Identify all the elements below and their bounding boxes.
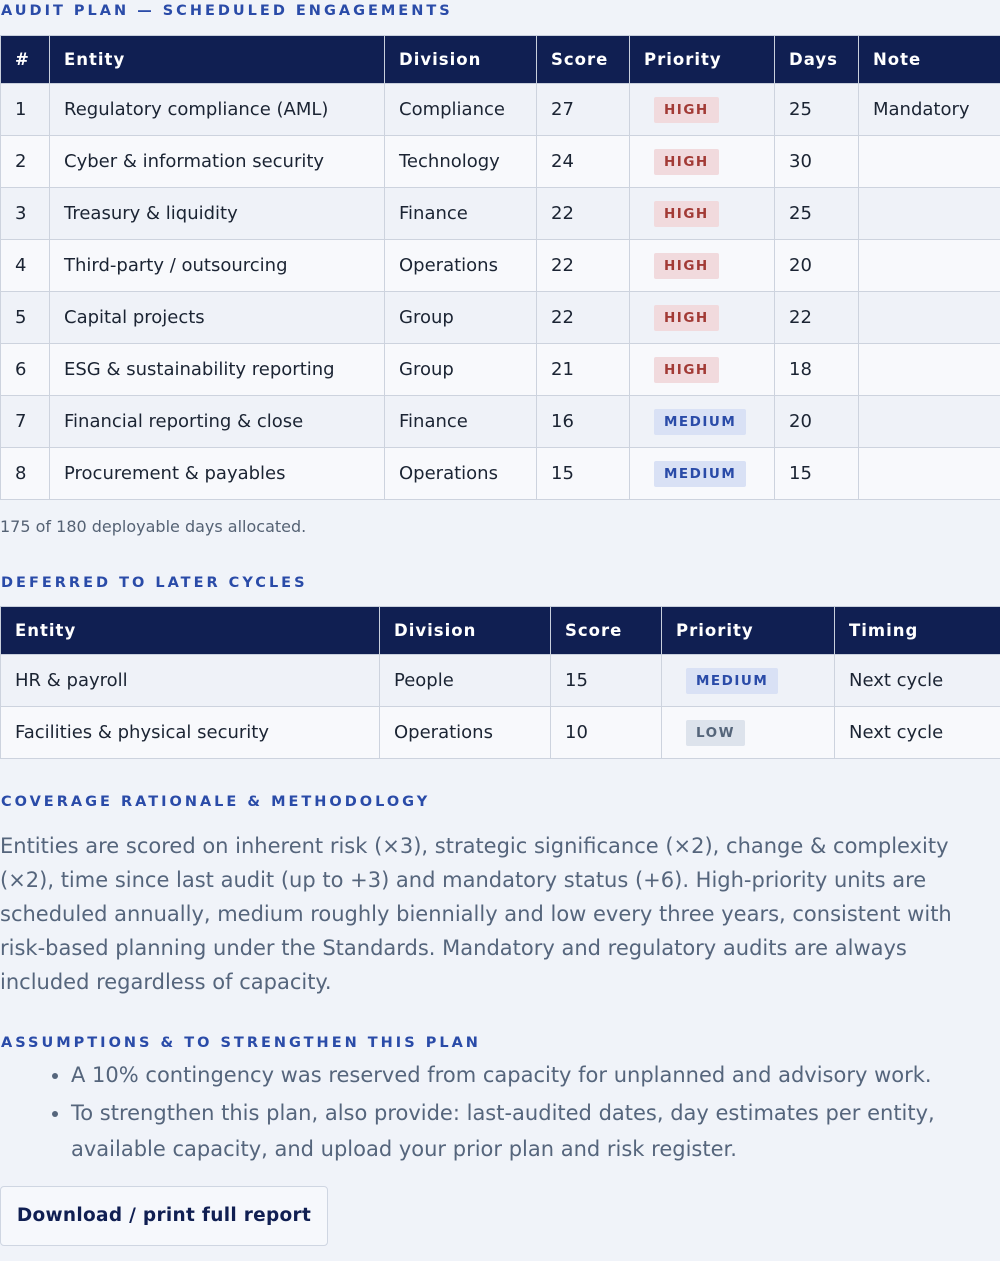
col-header-priority: Priority	[662, 607, 835, 655]
deferred-header-row	[1, 607, 1000, 655]
table-row	[1, 188, 1000, 240]
col-header-score: Score	[551, 607, 662, 655]
priority-cell	[662, 655, 835, 707]
entity-cell: Cyber & information security	[50, 136, 385, 188]
priority-cell	[630, 292, 775, 344]
score-cell: 27	[537, 84, 630, 136]
division-cell: Group	[385, 292, 537, 344]
row-number: 8	[1, 448, 50, 500]
days-cell: 20	[775, 396, 859, 448]
division-cell: Group	[385, 344, 537, 396]
priority-badge: MEDIUM	[654, 409, 746, 435]
row-number: 3	[1, 188, 50, 240]
priority-cell	[630, 240, 775, 292]
assumptions-heading: ASSUMPTIONS & TO STRENGTHEN THIS PLAN	[1, 1035, 481, 1051]
note-cell: Mandatory	[859, 84, 1000, 136]
col-header-priority: Priority	[630, 36, 775, 84]
days-cell: 30	[775, 136, 859, 188]
entity-cell: Third-party / outsourcing	[50, 240, 385, 292]
note-cell	[859, 448, 1000, 500]
col-header-timing: Timing	[835, 607, 1000, 655]
days-cell: 22	[775, 292, 859, 344]
note-cell	[859, 292, 1000, 344]
entity-cell: Procurement & payables	[50, 448, 385, 500]
priority-cell	[630, 344, 775, 396]
timing-cell: Next cycle	[835, 707, 1000, 759]
note-cell	[859, 136, 1000, 188]
table-row	[1, 655, 1000, 707]
plan-rows	[1, 84, 1000, 500]
row-number: 4	[1, 240, 50, 292]
deferred-heading: DEFERRED TO LATER CYCLES	[1, 575, 308, 591]
priority-cell	[662, 707, 835, 759]
priority-badge: MEDIUM	[654, 461, 746, 487]
score-cell: 22	[537, 240, 630, 292]
division-cell: Compliance	[385, 84, 537, 136]
priority-badge: HIGH	[654, 97, 719, 123]
col-header-division: Division	[380, 607, 551, 655]
col-header-entity: Entity	[1, 607, 380, 655]
row-number: 2	[1, 136, 50, 188]
division-cell: Operations	[380, 707, 551, 759]
score-cell: 16	[537, 396, 630, 448]
col-header-score: Score	[537, 36, 630, 84]
plan-heading: AUDIT PLAN — SCHEDULED ENGAGEMENTS	[1, 3, 453, 19]
score-cell: 21	[537, 344, 630, 396]
days-cell: 18	[775, 344, 859, 396]
table-row	[1, 84, 1000, 136]
entity-cell: Financial reporting & close	[50, 396, 385, 448]
score-cell: 15	[551, 655, 662, 707]
score-cell: 15	[537, 448, 630, 500]
row-number: 7	[1, 396, 50, 448]
division-cell: Operations	[385, 240, 537, 292]
table-row	[1, 707, 1000, 759]
assumption-item: • A 10% contingency was reserved from capacity for unplanned and advisory work.	[71, 1057, 1000, 1093]
row-number: 1	[1, 84, 50, 136]
row-number: 5	[1, 292, 50, 344]
score-cell: 22	[537, 188, 630, 240]
col-header-num: #	[1, 36, 50, 84]
days-cell: 25	[775, 84, 859, 136]
table-row	[1, 136, 1000, 188]
deferred-table	[0, 606, 1000, 759]
priority-cell	[630, 136, 775, 188]
score-cell: 22	[537, 292, 630, 344]
score-cell: 24	[537, 136, 630, 188]
entity-cell: Regulatory compliance (AML)	[50, 84, 385, 136]
entity-cell: HR & payroll	[1, 655, 380, 707]
download-report-button[interactable]: Download / print full report	[0, 1186, 328, 1246]
row-number: 6	[1, 344, 50, 396]
table-row	[1, 292, 1000, 344]
col-header-entity: Entity	[50, 36, 385, 84]
division-cell: People	[380, 655, 551, 707]
priority-badge: HIGH	[654, 149, 719, 175]
rationale-heading: COVERAGE RATIONALE & METHODOLOGY	[1, 794, 431, 810]
entity-cell: Facilities & physical security	[1, 707, 380, 759]
entity-cell: Capital projects	[50, 292, 385, 344]
division-cell: Finance	[385, 188, 537, 240]
plan-header-row	[1, 36, 1000, 84]
table-row	[1, 240, 1000, 292]
priority-badge: HIGH	[654, 201, 719, 227]
note-cell	[859, 240, 1000, 292]
priority-badge: LOW	[686, 720, 745, 746]
assumption-item: • To strengthen this plan, also provide: last-audited dates, day estimates per entity, available capacity, and upload your prior plan and risk register.	[71, 1095, 1000, 1167]
division-cell: Finance	[385, 396, 537, 448]
division-cell: Technology	[385, 136, 537, 188]
assumptions-list	[0, 1057, 1000, 1167]
table-row	[1, 448, 1000, 500]
note-cell	[859, 396, 1000, 448]
priority-badge: HIGH	[654, 357, 719, 383]
priority-cell	[630, 396, 775, 448]
score-cell: 10	[551, 707, 662, 759]
rationale-text: Entities are scored on inherent risk (×3), strategic significance (×2), change & complexity (×2), time since last audit (up to +3) and mandatory status (+6). High-priority units are scheduled annually, medium roughly biennially and low every three years, consistent with risk-based planning under the Standards. Mandatory and regulatory audits are always included regardless of capacity.	[0, 834, 952, 994]
days-cell: 20	[775, 240, 859, 292]
note-cell	[859, 344, 1000, 396]
timing-cell: Next cycle	[835, 655, 1000, 707]
priority-badge: HIGH	[654, 305, 719, 331]
col-header-days: Days	[775, 36, 859, 84]
allocation-footnote: 175 of 180 deployable days allocated.	[0, 517, 307, 536]
priority-cell	[630, 84, 775, 136]
priority-cell	[630, 188, 775, 240]
days-cell: 25	[775, 188, 859, 240]
entity-cell: Treasury & liquidity	[50, 188, 385, 240]
col-header-note: Note	[859, 36, 1000, 84]
note-cell	[859, 188, 1000, 240]
days-cell: 15	[775, 448, 859, 500]
col-header-division: Division	[385, 36, 537, 84]
table-row	[1, 344, 1000, 396]
deferred-rows	[1, 655, 1000, 759]
entity-cell: ESG & sustainability reporting	[50, 344, 385, 396]
table-row	[1, 396, 1000, 448]
division-cell: Operations	[385, 448, 537, 500]
plan-table	[0, 35, 1000, 500]
priority-badge: MEDIUM	[686, 668, 778, 694]
priority-cell	[630, 448, 775, 500]
priority-badge: HIGH	[654, 253, 719, 279]
